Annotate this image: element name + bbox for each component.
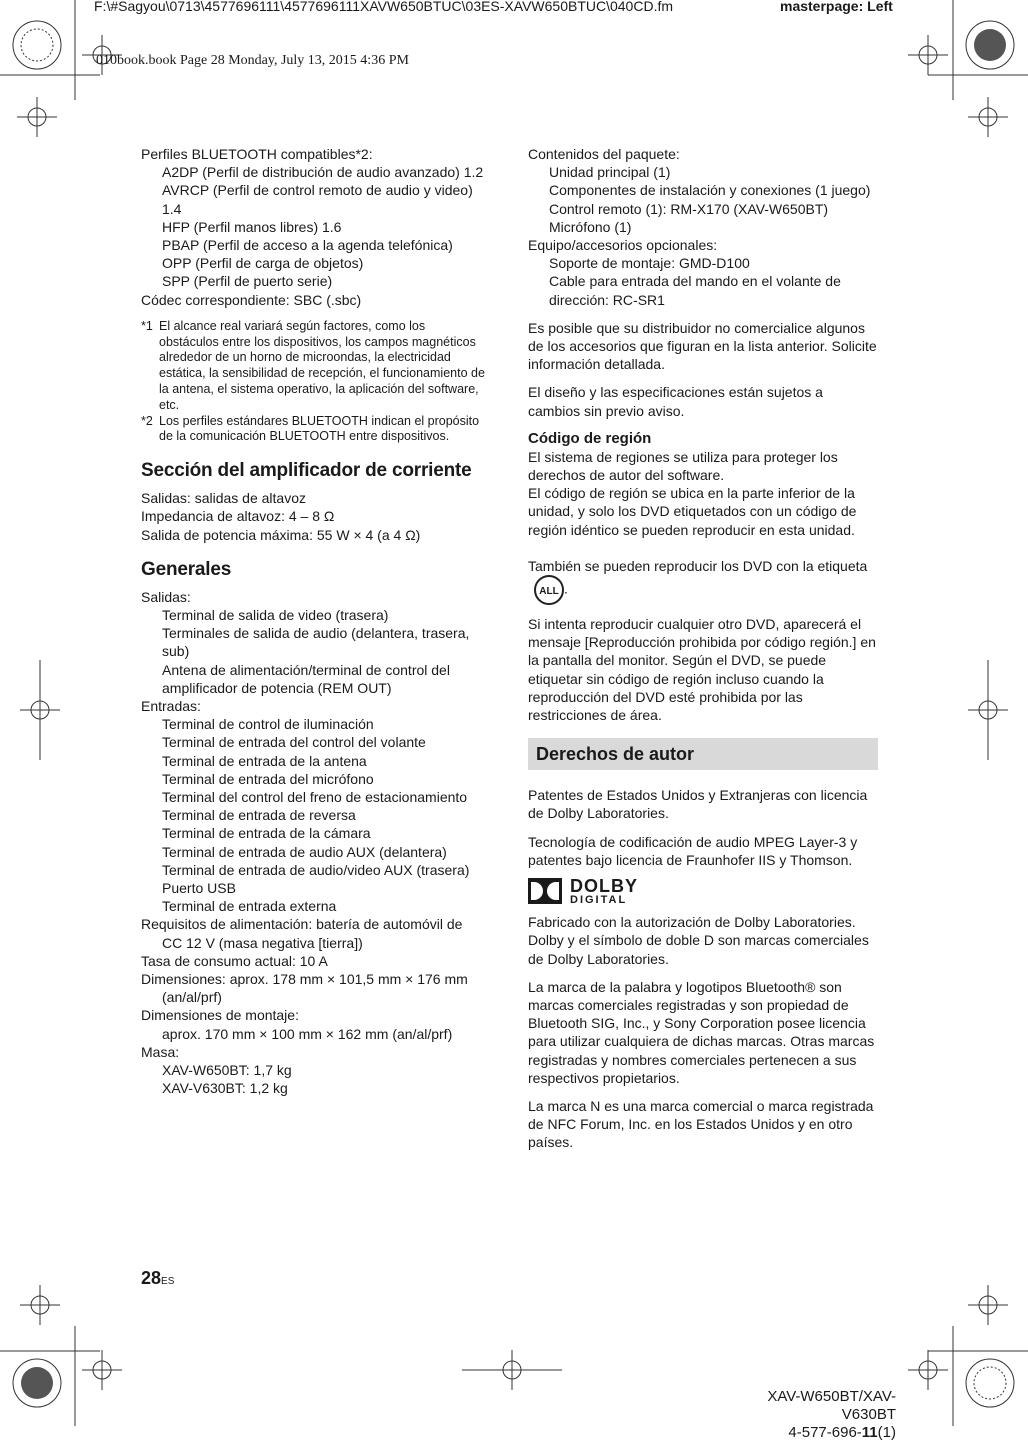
left-column [141, 145, 486, 1098]
inputs-label: Entradas: [141, 698, 201, 715]
rights-paragraph: Fabricado con la autorización de Dolby Laboratories. Dolby y el símbolo de doble D son marcas comerciales de Dolby Laboratories. [528, 914, 869, 967]
dolby-logo-subword: DIGITAL [570, 893, 628, 906]
footnote-mark: *1 [141, 318, 153, 333]
dolby-double-d-icon [528, 878, 562, 904]
region-paragraph: El código de región se ubica en la parte inferior de la unidad, y solo los DVD etiquetados con un código de región idéntico se pueden reproducir en esta unidad. [528, 485, 857, 538]
footnote [141, 319, 486, 414]
part-code-prefix: 4-577-696- [788, 1424, 862, 1441]
footnote-text: El alcance real variará según factores, como los obstáculos entre los dispositivos, los campos magnéticos alrededor de un horno de microondas, la electricidad estática, la sensibilidad de recepción, el funcionamiento de la antena, el sistema operativo, la aplicación del software, etc. [159, 318, 485, 412]
list-item: Componentes de instalación y conexiones (1 juego) [549, 182, 871, 199]
list-item: Unidad principal (1) [549, 164, 671, 181]
footnote [141, 414, 486, 446]
bt-profile-list [141, 163, 486, 290]
list-item: Terminal de entrada de la cámara [162, 825, 371, 842]
list-item: OPP (Perfil de carga de objetos) [162, 255, 364, 272]
dolby-logo-word: DOLBY [570, 875, 638, 896]
list-item: Terminales de salida de audio (delantera, trasera, sub) [162, 625, 470, 660]
list-item: Control remoto (1): RM-X170 (XAV-W650BT) [549, 200, 829, 217]
list-item: Micrófono (1) [549, 218, 632, 235]
rights-paragraph: Tecnología de codificación de audio MPEG Layer-3 y patentes bajo licencia de Fraunhofer IIS y Thomson. [528, 833, 858, 868]
right-column [528, 145, 878, 1162]
amp-line: Salida de potencia máxima: 55 W × 4 (a 4 Ω) [141, 526, 421, 543]
amp-line: Impedancia de altavoz: 4 – 8 Ω [141, 508, 335, 525]
dolby-digital-logo [528, 875, 878, 907]
rights-paragraph: La marca N es una marca comercial o marca registrada de NFC Forum, Inc. en los Estados Unidos y en otro países. [528, 1097, 874, 1151]
model-footer [736, 1388, 896, 1442]
part-code [736, 1424, 896, 1442]
list-item: Terminal de entrada del control del volante [162, 734, 426, 751]
footnote-text: Los perfiles estándares BLUETOOTH indican el propósito de la comunicación BLUETOOTH entre dispositivos. [159, 413, 480, 444]
list-item: A2DP (Perfil de distribución de audio avanzado) 1.2 [162, 164, 484, 181]
design-note: El diseño y las especificaciones están sujetos a cambios sin previo aviso. [528, 384, 823, 419]
list-item: Terminal de entrada de audio/video AUX (trasera) [162, 861, 470, 878]
region-all-period: . [564, 580, 568, 597]
file-path-header: F:\#Sagyou\0713\4577696111\4577696111XAVW650BTUC\03ES-XAVW650BTUC\040CD.fm [94, 0, 674, 14]
region-all-text: También se pueden reproducir los DVD con la etiqueta [528, 557, 868, 574]
footnote-mark: *2 [141, 413, 153, 428]
codec-line: Códec correspondiente: SBC (.sbc) [141, 291, 362, 308]
amp-line: Salidas: salidas de altavoz [141, 490, 306, 507]
general-heading: Generales [141, 558, 232, 580]
model-names: XAV-W650BT/XAV-V630BT [767, 1388, 896, 1423]
list-item: HFP (Perfil manos libres) 1.6 [162, 218, 342, 235]
list-item: Terminal de entrada de la antena [162, 752, 367, 769]
power-requirements: Requisitos de alimentación: batería de automóvil de CC 12 V (masa negativa [tierra]) [141, 916, 463, 951]
page-number [141, 1268, 174, 1289]
page-number-suffix: ES [161, 1276, 175, 1287]
current-draw: Tasa de consumo actual: 10 A [141, 952, 328, 969]
list-item: Terminal de salida de video (trasera) [162, 607, 389, 624]
rights-heading: Derechos de autor [528, 738, 878, 770]
amp-heading: Sección del amplificador de corriente [141, 460, 472, 482]
list-item: Terminal de entrada externa [162, 898, 337, 915]
list-item: Puerto USB [162, 880, 236, 897]
region-all-icon: ALL [534, 575, 564, 605]
optional-label: Equipo/accesorios opcionales: [528, 237, 718, 254]
list-item: PBAP (Perfil de acceso a la agenda telefónica) [162, 237, 453, 254]
bt-profiles-label: Perfiles BLUETOOTH compatibles*2: [141, 146, 373, 162]
mount-value: aprox. 170 mm × 100 mm × 162 mm (an/al/prf) [162, 1025, 453, 1042]
list-item: Terminal de entrada del micrófono [162, 770, 374, 787]
dimensions: Dimensiones: aprox. 178 mm × 101,5 mm × 176 mm (an/al/prf) [141, 971, 468, 1006]
masterpage-label: masterpage: Left [780, 0, 893, 14]
list-item: Terminal de entrada de audio AUX (delantera) [162, 843, 447, 860]
list-item: Cable para entrada del mando en el volante de dirección: RC-SR1 [549, 273, 841, 308]
list-item: AVRCP (Perfil de control remoto de audio y video) 1.4 [162, 182, 473, 217]
list-item: Terminal de control de iluminación [162, 716, 374, 733]
package-label: Contenidos del paquete: [528, 146, 680, 162]
part-code-suffix: (1) [877, 1424, 896, 1441]
distributor-note: Es posible que su distribuidor no comercialice algunos de los accesorios que figuran en la lista anterior. Solicite información detallada. [528, 319, 877, 373]
book-slug: 010book.book Page 28 Monday, July 13, 2015 4:36 PM [96, 53, 409, 68]
mount-label: Dimensiones de montaje: [141, 1007, 299, 1024]
list-item: XAV-W650BT: 1,7 kg [162, 1062, 292, 1079]
mass-label: Masa: [141, 1043, 180, 1060]
rights-paragraph: La marca de la palabra y logotipos Bluetooth® son marcas comerciales registradas y son propiedad de Bluetooth SIG, Inc., y Sony Corporation posee licencia para utilizar cualquiera de dichas marcas. Otras marcas registradas y nombres comerciales pertenecen a sus respectivos propietarios. [528, 978, 875, 1086]
list-item: Antena de alimentación/terminal de control del amplificador de potencia (REM OUT) [162, 661, 450, 696]
list-item: Soporte de montaje: GMD-D100 [549, 255, 750, 272]
region-paragraph: Si intenta reproducir cualquier otro DVD, aparecerá el mensaje [Reproducción prohibida por código región.] en la pantalla del monitor. Según el DVD, se puede etiquetar sin código de región incluso cuando la reproducción del DVD esté prohibida por las restricciones de área. [528, 616, 876, 724]
part-code-bold: 11 [861, 1424, 878, 1441]
page-number-value: 28 [141, 1268, 162, 1288]
list-item: XAV-V630BT: 1,2 kg [162, 1080, 288, 1097]
region-paragraph [528, 557, 878, 605]
region-heading: Código de región [528, 429, 652, 447]
rights-paragraph: Patentes de Estados Unidos y Extranjeras con licencia de Dolby Laboratories. [528, 787, 868, 822]
list-item: SPP (Perfil de puerto serie) [162, 273, 333, 290]
list-item: Terminal del control del freno de estacionamiento [162, 789, 468, 806]
list-item: Terminal de entrada de reversa [162, 807, 356, 824]
outputs-label: Salidas: [141, 588, 191, 605]
region-paragraph: El sistema de regiones se utiliza para proteger los derechos de autor del software. [528, 448, 838, 484]
